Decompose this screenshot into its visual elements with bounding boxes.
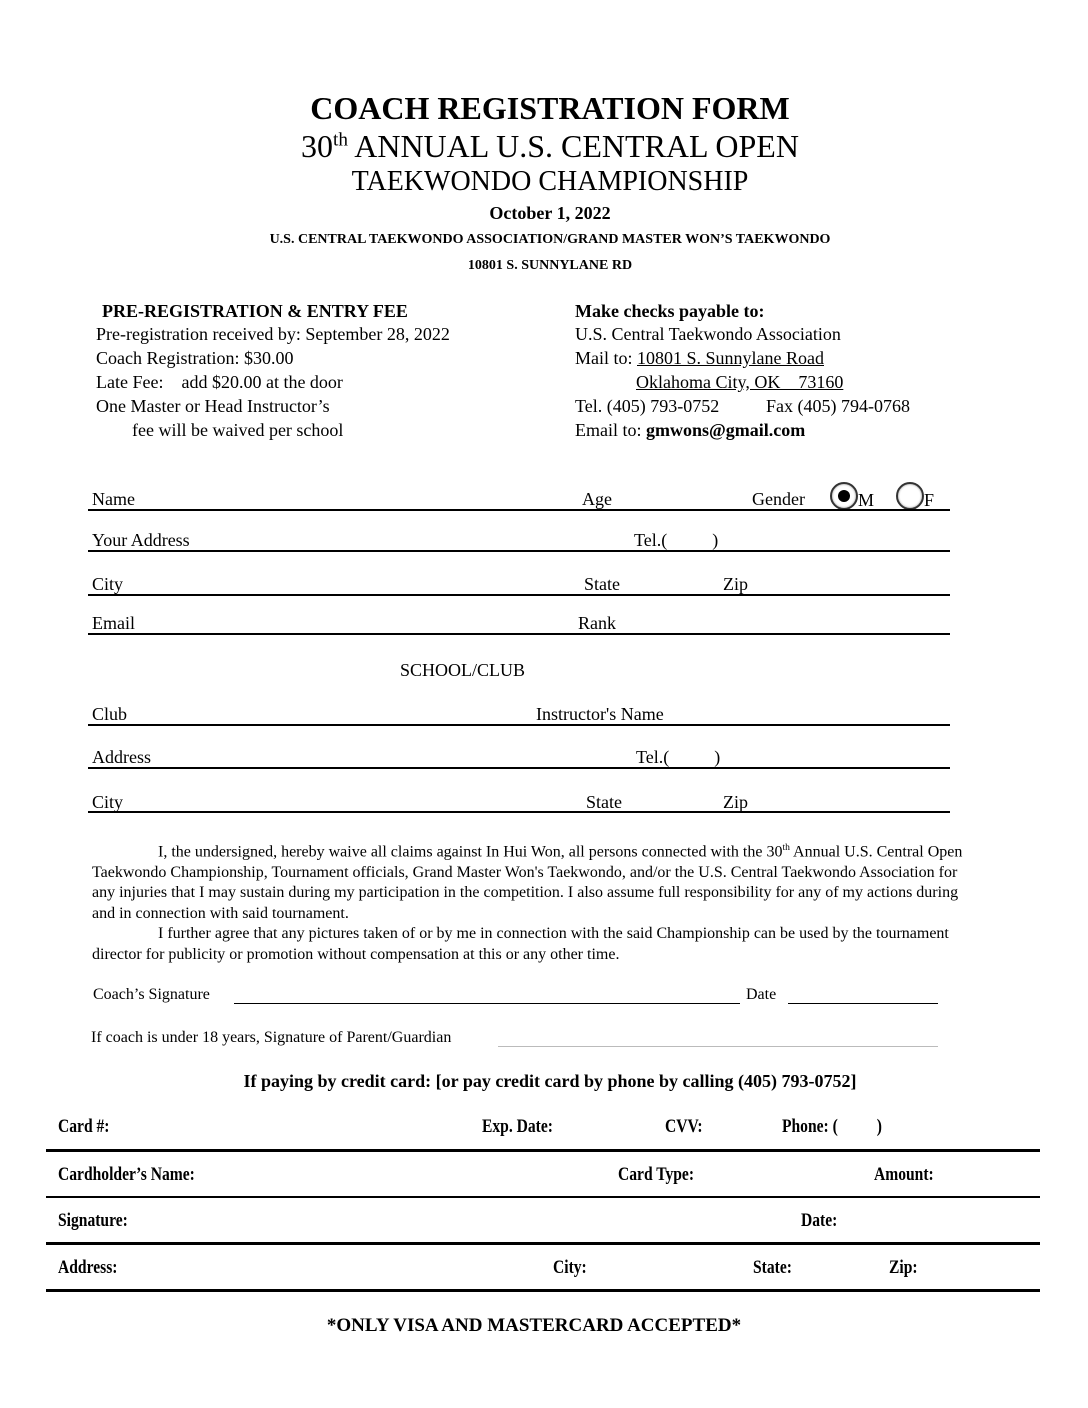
email-field[interactable]: [88, 633, 950, 635]
rank-label: Rank: [578, 613, 616, 633]
accepted-cards-note: *ONLY VISA AND MASTERCARD ACCEPTED*: [326, 1315, 742, 1336]
city-label: City: [92, 574, 124, 594]
amount-label: Amount:: [874, 1164, 934, 1185]
school-zip-label: Zip: [723, 792, 748, 812]
guardian-signature-label: If coach is under 18 years, Signature of Parent/Guardian: [91, 1029, 452, 1046]
email-address: gmwons@gmail.com: [646, 420, 806, 440]
fee-line: fee will be waived per school: [132, 420, 344, 440]
fees-heading: PRE-REGISTRATION & ENTRY FEE: [102, 301, 408, 321]
card-row-2-field[interactable]: [46, 1196, 1040, 1198]
school-city-field[interactable]: [88, 811, 950, 813]
male-label: M: [858, 490, 875, 511]
fee-line: Pre-registration received by: September 28, 2022: [96, 324, 450, 344]
signature-date-label: Date: [746, 986, 777, 1003]
card-zip-label: Zip:: [889, 1257, 918, 1278]
fax: Fax (405) 794-0768: [766, 396, 910, 416]
waiver-paragraph-2: I further agree that any pictures taken of or by me in connection with the said Championship can be used by the tournament director for publicity or promotion without compensation at this or any other time.: [92, 925, 949, 963]
cardholder-label: Cardholder’s Name:: [58, 1164, 195, 1185]
school-state-label: State: [586, 792, 622, 812]
card-phone-label: Phone: ( ): [782, 1116, 882, 1137]
cvv-label: CVV:: [665, 1116, 703, 1137]
subtitle-number: 30: [301, 128, 334, 164]
mail-line-2: Oklahoma City, OK 73160: [636, 372, 844, 392]
subtitle-rest: ANNUAL U.S. CENTRAL OPEN: [347, 128, 799, 164]
payable-heading: Make checks payable to:: [575, 301, 765, 321]
waiver-sup: th: [782, 842, 790, 853]
fee-line: One Master or Head Instructor’s: [96, 396, 330, 416]
mail-to: [575, 349, 824, 367]
form-title: COACH REGISTRATION FORM: [310, 90, 790, 126]
email-to: [575, 421, 805, 439]
city-field[interactable]: [88, 594, 950, 596]
card-row-4-field[interactable]: [46, 1289, 1040, 1292]
waiver-p1b: Annual U.S. Central Open Taekwondo Championship, Tournament officials, Grand Master Won's Taekwondo, and/or the U.S. Central Taekwondo Association for any injuries that I may sustain during my participation in the competition. I also assume full responsibility for any of my actions during and in connection with said tournament.: [92, 843, 963, 922]
association-address: 10801 S. SUNNYLANE RD: [467, 258, 633, 273]
school-tel-label: Tel.( ): [636, 747, 721, 767]
signature-date-field[interactable]: [788, 1003, 938, 1004]
coach-signature-label: Coach’s Signature: [93, 986, 210, 1003]
female-label: F: [924, 490, 935, 511]
form-subtitle-2: TAEKWONDO CHAMPIONSHIP: [351, 166, 749, 197]
card-signature-label: Signature:: [58, 1210, 128, 1231]
waiver-p1a: I, the undersigned, hereby waive all claims against In Hui Won, all persons connected with the 30: [158, 843, 783, 861]
form-subtitle: [0, 130, 1088, 162]
credit-card-heading: If paying by credit card: [or pay credit card by phone by calling (405) 793-0752]: [243, 1071, 857, 1091]
tel-label: Tel.( ): [634, 530, 719, 550]
radio-male[interactable]: [830, 482, 858, 510]
school-address-label: Address: [92, 747, 151, 767]
association: U.S. CENTRAL TAEKWONDO ASSOCIATION/GRAND MASTER WON’S TAEKWONDO: [269, 232, 831, 247]
subtitle-sup: th: [333, 129, 348, 151]
mail-line-1: 10801 S. Sunnylane Road: [637, 348, 824, 368]
email-label: Email: [92, 613, 135, 633]
fee-line: Coach Registration: $30.00: [96, 348, 294, 368]
radio-female[interactable]: [896, 482, 924, 510]
coach-signature-field[interactable]: [234, 1003, 740, 1004]
mail-label: Mail to:: [575, 348, 637, 368]
school-address-field[interactable]: [88, 767, 950, 769]
address-field[interactable]: [88, 550, 950, 552]
card-address-label: Address:: [58, 1257, 118, 1278]
card-type-label: Card Type:: [618, 1164, 695, 1185]
zip-label: Zip: [723, 574, 748, 594]
name-field[interactable]: [88, 509, 950, 511]
card-date-label: Date:: [801, 1210, 838, 1231]
email-label: Email to:: [575, 420, 646, 440]
card-number-label: Card #:: [58, 1116, 110, 1137]
state-label: State: [584, 574, 620, 594]
event-date: October 1, 2022: [489, 203, 611, 223]
fee-line: Late Fee: add $20.00 at the door: [96, 372, 343, 392]
card-state-label: State:: [753, 1257, 792, 1278]
tel: Tel. (405) 793-0752: [575, 396, 720, 416]
payable-org: U.S. Central Taekwondo Association: [575, 324, 841, 344]
school-heading: SCHOOL/CLUB: [400, 660, 526, 680]
gender-label: Gender: [752, 489, 805, 509]
instructor-label: Instructor's Name: [536, 704, 664, 724]
club-field[interactable]: [88, 724, 950, 726]
address-label: Your Address: [92, 530, 190, 550]
age-label: Age: [582, 489, 612, 509]
card-row-3-field[interactable]: [46, 1242, 1040, 1245]
school-city-label: City: [92, 792, 124, 812]
name-label: Name: [92, 489, 135, 509]
exp-date-label: Exp. Date:: [482, 1116, 553, 1137]
card-row-1-field[interactable]: [46, 1149, 1040, 1152]
gender-male-option[interactable]: [830, 482, 874, 510]
gender-female-option[interactable]: [896, 482, 934, 510]
club-label: Club: [92, 704, 128, 724]
waiver-paragraph-1: [92, 838, 984, 924]
waiver-text: [92, 838, 984, 965]
guardian-signature-field[interactable]: [498, 1046, 938, 1047]
card-city-label: City:: [553, 1257, 587, 1278]
